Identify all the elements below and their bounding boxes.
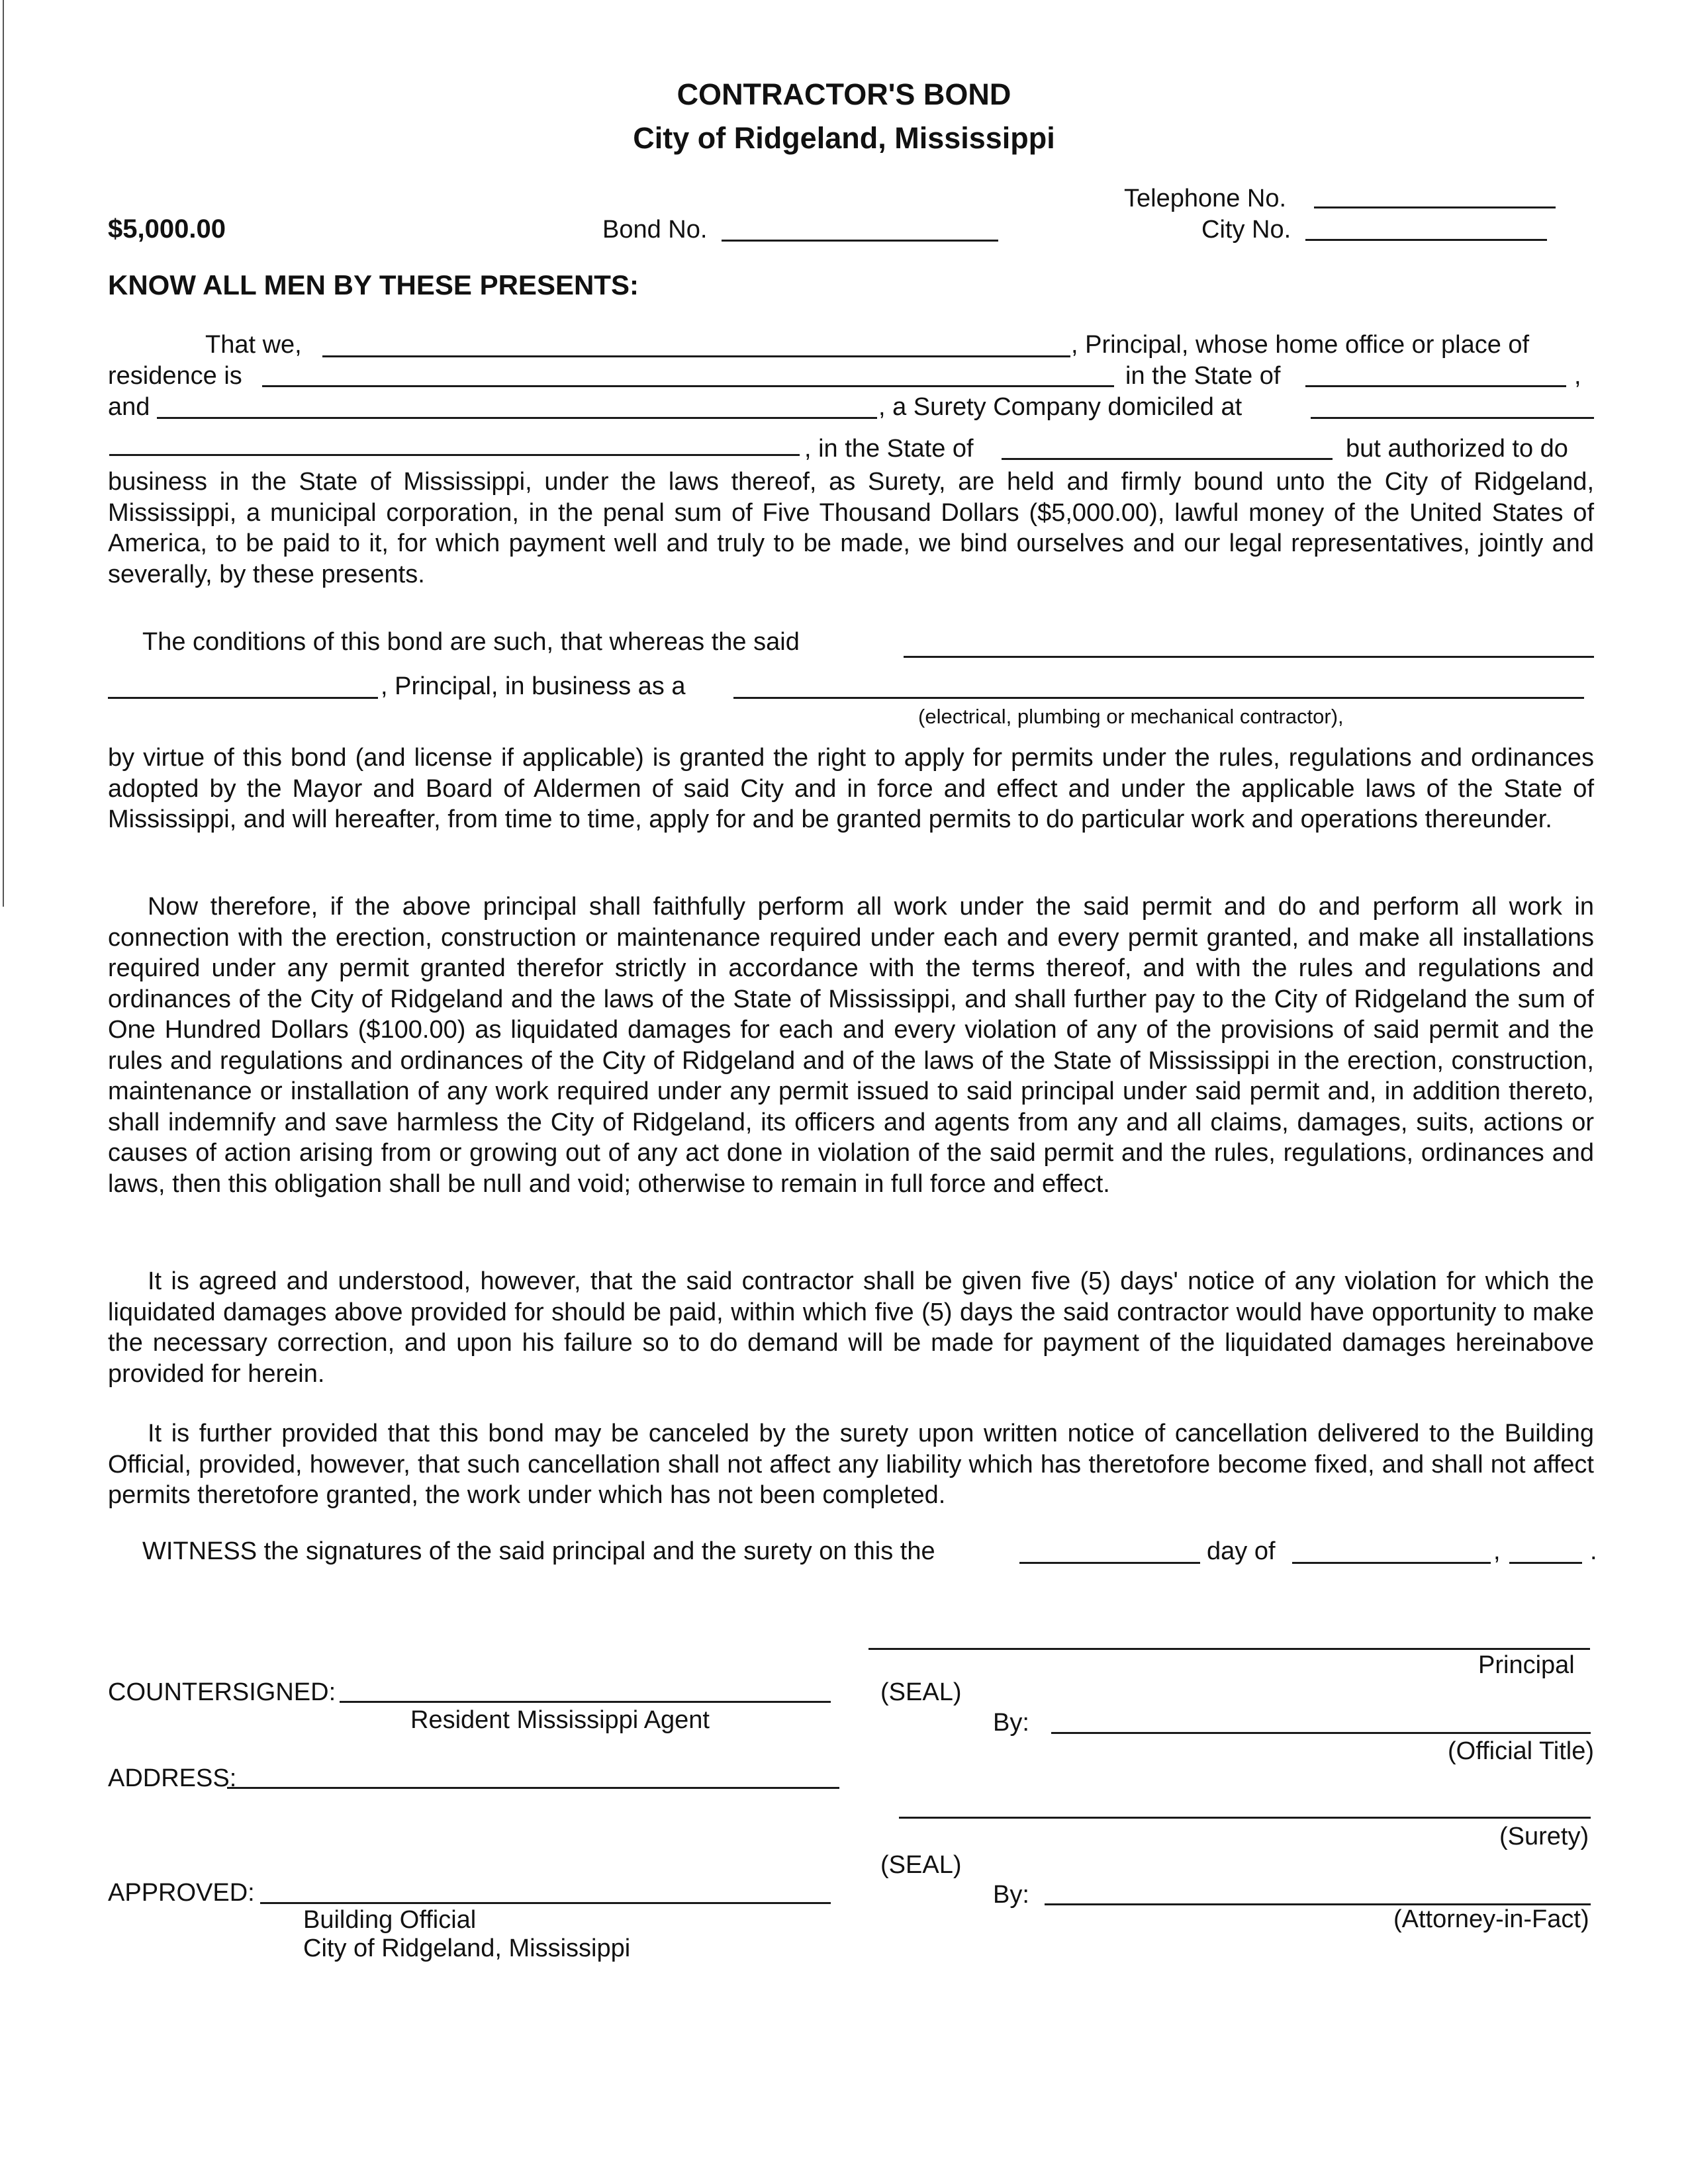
- bond-amount: $5,000.00: [108, 214, 226, 244]
- now-therefore-paragraph: Now therefore, if the above principal shall faithfully perform all work under the said permit and do and perform all work in connection with the erection, construction or maintenance required under each and every permit granted, and make all installations required under any permit granted therefor strictly in accordance with the terms thereof, and with the rules and regulations and ordinances of the City of Ridgeland and the laws of the State of Mississippi, and shall further pay to the City of Ridgeland the sum of One Hundred Dollars ($100.00) as liquidated damages for each and every violation of any of the provisions of said permit and the rules and regulations and ordinances of the City of Ridgeland and of the laws of the State of Mississippi in the erection, construction, maintenance or installation of any work required under any permit issued to said principal under said permit and, in addition thereto, shall indemnify and save harmless the City of Ridgeland, its officers and agents from any and all claims, damages, suits, actions or causes of action arising from or growing out of any act done in violation of the said permit and the rules, regulations, ordinances and laws, then this obligation shall be null and void; otherwise to remain in full force and effect.: [108, 893, 1594, 1198]
- in-state-of-label-2: , in the State of: [804, 435, 974, 463]
- witness-year-field[interactable]: [1509, 1562, 1582, 1564]
- presents-heading: KNOW ALL MEN BY THESE PRESENTS:: [108, 269, 639, 300]
- surety-signature-line[interactable]: [899, 1817, 1591, 1819]
- residence-field[interactable]: [262, 385, 1114, 387]
- countersigned-signature-line[interactable]: [340, 1701, 831, 1703]
- surety-state-field[interactable]: [1002, 458, 1333, 460]
- principal-business-label: , Principal, in business as a: [381, 672, 686, 700]
- authorized-label: but authorized to do: [1346, 435, 1568, 463]
- contractor-types-hint: (electrical, plumbing or mechanical contractor),: [918, 705, 1344, 728]
- approved-signature-line[interactable]: [260, 1902, 831, 1904]
- surety-domicile-field-2[interactable]: [109, 454, 800, 456]
- agreed-paragraph: It is agreed and understood, however, that the said contractor shall be given five (5) days' notice of any violation for which the liquidated damages above provided for should be paid, within which five (5) days the said contractor would have opportunity to make the necessary correction, and upon his failure so to do demand will be made for payment of the liquidated damages hereinabove provided for herein.: [108, 1267, 1594, 1388]
- city-no-field[interactable]: [1305, 239, 1547, 241]
- day-of-label: day of: [1207, 1537, 1276, 1565]
- address-label: ADDRESS:: [108, 1764, 237, 1792]
- telephone-label: Telephone No.: [1124, 185, 1287, 212]
- that-we-label: That we,: [205, 331, 302, 359]
- building-official-caption: Building Official: [303, 1906, 477, 1934]
- conditions-intro: The conditions of this bond are such, that whereas the said: [142, 628, 800, 656]
- telephone-field[interactable]: [1314, 206, 1556, 208]
- principal-name-field-2[interactable]: [108, 697, 378, 699]
- principal-name-field[interactable]: [322, 355, 1070, 357]
- surety-domiciled-label: , a Surety Company domiciled at: [878, 393, 1243, 421]
- surety-paragraph: business in the State of Mississippi, under the laws thereof, as Surety, are held and firmly bound unto the City of Ridgeland, Mississippi, a municipal corporation, in the penal sum of Five Thousand Dollars ($5,000.00), lawful money of the United States of America, to be paid to it, for which payment well and truly to be made, we bind ourselves and our legal representatives, jointly and severally, by these presents.: [108, 468, 1594, 588]
- contractor-type-field[interactable]: [733, 697, 1584, 699]
- principal-by-signature-line[interactable]: [1051, 1732, 1591, 1734]
- surety-company-field[interactable]: [157, 417, 877, 419]
- cancellation-paragraph: It is further provided that this bond may be canceled by the surety upon written notice of cancellation delivered to the Building Official, provided, however, that such cancellation shall not affect any liability which has theretofore become fixed, and shall not affect permits theretofore granted, the work under which has not been completed.: [108, 1420, 1594, 1509]
- by-label-2: By:: [993, 1881, 1029, 1909]
- city-caption: City of Ridgeland, Mississippi: [303, 1934, 631, 1962]
- attorney-caption: (Attorney-in-Fact): [1393, 1905, 1589, 1933]
- by-label-1: By:: [993, 1709, 1029, 1737]
- said-principal-field[interactable]: [904, 656, 1594, 658]
- seal-1: (SEAL): [880, 1678, 962, 1706]
- surety-domicile-field[interactable]: [1311, 417, 1594, 419]
- witness-comma: ,: [1493, 1537, 1501, 1565]
- witness-month-field[interactable]: [1292, 1562, 1491, 1564]
- bond-no-field[interactable]: [722, 240, 998, 242]
- in-state-of-label: in the State of: [1125, 362, 1281, 390]
- seal-2: (SEAL): [880, 1851, 962, 1879]
- surety-caption: (Surety): [1499, 1823, 1589, 1850]
- document-subtitle: City of Ridgeland, Mississippi: [633, 121, 1055, 155]
- document-title: CONTRACTOR'S BOND: [677, 77, 1011, 111]
- approved-label: APPROVED:: [108, 1879, 255, 1907]
- resident-agent-caption: Resident Mississippi Agent: [410, 1706, 710, 1734]
- countersigned-label: COUNTERSIGNED:: [108, 1678, 336, 1706]
- principal-state-field[interactable]: [1305, 385, 1566, 387]
- witness-text: WITNESS the signatures of the said principal and the surety on this the: [142, 1537, 935, 1565]
- witness-day-field[interactable]: [1019, 1562, 1200, 1564]
- state-comma: ,: [1574, 362, 1581, 390]
- bond-no-label: Bond No.: [602, 216, 708, 244]
- principal-office-label: , Principal, whose home office or place of: [1071, 331, 1530, 359]
- conditions-paragraph: by virtue of this bond (and license if applicable) is granted the right to apply for permits under the rules, regulations and ordinances adopted by the Mayor and Board of Aldermen of said City and in force and effect and under the applicable laws of the State of Mississippi, and will hereafter, from time to time, apply for and be granted permits to do particular work and operations thereunder.: [108, 744, 1594, 833]
- witness-period: .: [1590, 1537, 1597, 1565]
- residence-label: residence is: [108, 362, 242, 390]
- and-label: and: [108, 393, 150, 421]
- principal-caption: Principal: [1478, 1651, 1575, 1679]
- official-title-caption: (Official Title): [1448, 1737, 1595, 1765]
- address-field[interactable]: [227, 1787, 839, 1789]
- city-no-label: City No.: [1201, 216, 1291, 244]
